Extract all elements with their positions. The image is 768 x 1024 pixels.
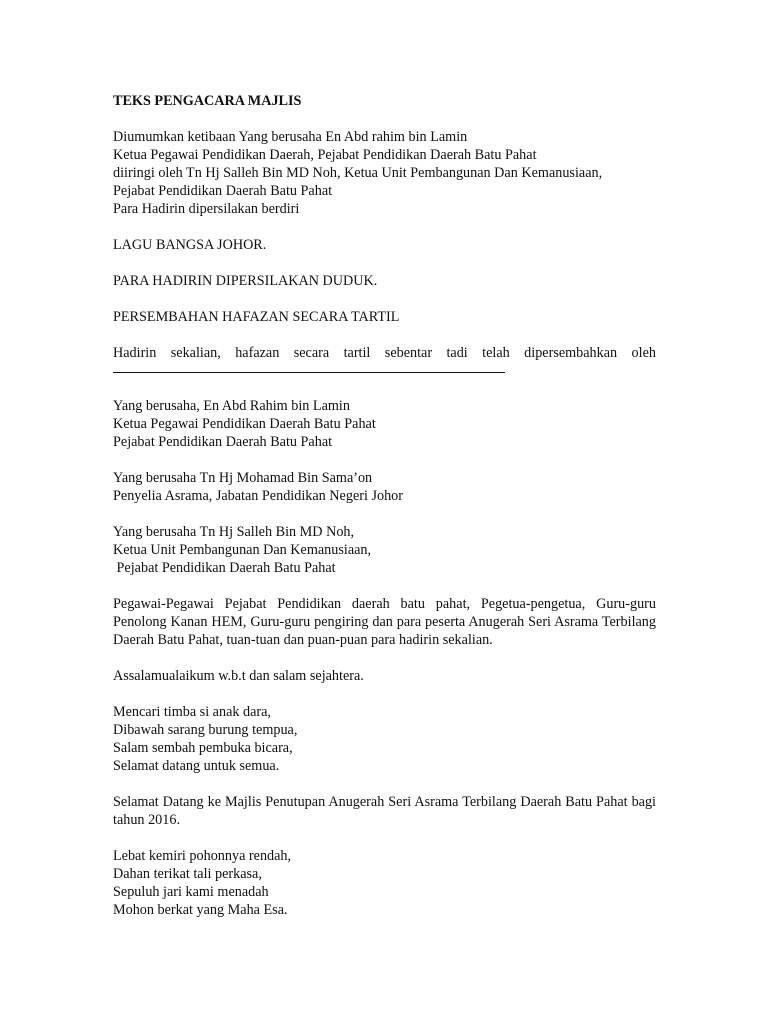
- guest-line: Yang berusaha, En Abd Rahim bin Lamin: [113, 398, 350, 414]
- hafazan-heading: PERSEMBAHAN HAFAZAN SECARA TARTIL: [113, 309, 400, 325]
- pantun-line: Salam sembah pembuka bicara,: [113, 740, 293, 756]
- pantun-line: Selamat datang untuk semua.: [113, 758, 280, 774]
- guest-line: Pejabat Pendidikan Daerah Batu Pahat: [113, 434, 333, 450]
- spacer: [113, 685, 656, 703]
- intro-block: [113, 128, 656, 218]
- salam-line: Assalamualaikum w.b.t dan salam sejahtera.: [113, 668, 364, 684]
- pantun-line: Sepuluh jari kami menadah: [113, 884, 269, 900]
- guest-block-1: [113, 397, 656, 451]
- spacer: [113, 218, 656, 236]
- spacer: [113, 829, 656, 847]
- intro-line: Ketua Pegawai Pendidikan Daerah, Pejabat Pendidikan Daerah Batu Pahat: [113, 147, 537, 163]
- fill-in-blank-line: [113, 362, 505, 373]
- pantun-1: [113, 703, 656, 775]
- guest-line: Pejabat Pendidikan Daerah Batu Pahat: [113, 560, 336, 576]
- spacer: [113, 381, 656, 397]
- audience-paragraph: Pegawai-Pegawai Pejabat Pendidikan daerah batu pahat, Pegetua-pengetua, Guru-guru Penolong Kanan HEM, Guru-guru pengiring dan para peserta Anugerah Seri Asrama Terbilang Daerah Batu Pahat, tuan-tuan dan puan-puan para hadirin sekalian.: [113, 596, 656, 648]
- guest-line: Yang berusaha Tn Hj Mohamad Bin Sama’on: [113, 470, 373, 486]
- pantun-line: Lebat kemiri pohonnya rendah,: [113, 848, 292, 864]
- hafazan-note: Hadirin sekalian, hafazan secara tartil sebentar tadi telah dipersembahkan oleh: [113, 345, 656, 361]
- guest-block-2: [113, 469, 656, 505]
- guest-line: Ketua Pegawai Pendidikan Daerah Batu Pahat: [113, 416, 376, 432]
- lagu-heading: LAGU BANGSA JOHOR.: [113, 237, 267, 253]
- pantun-line: Mencari timba si anak dara,: [113, 704, 271, 720]
- guest-block-3: [113, 523, 656, 577]
- pantun-line: Dahan terikat tali perkasa,: [113, 866, 262, 882]
- spacer: [113, 110, 656, 128]
- spacer: [113, 775, 656, 793]
- welcome-paragraph: Selamat Datang ke Majlis Penutupan Anugerah Seri Asrama Terbilang Daerah Batu Pahat bagi tahun 2016.: [113, 794, 656, 828]
- spacer: [113, 505, 656, 523]
- spacer: [113, 577, 656, 595]
- spacer: [113, 254, 656, 272]
- spacer: [113, 326, 656, 344]
- document-page: [113, 92, 656, 919]
- document-title: TEKS PENGACARA MAJLIS: [113, 93, 302, 109]
- spacer: [113, 649, 656, 667]
- intro-line: Diumumkan ketibaan Yang berusaha En Abd rahim bin Lamin: [113, 129, 468, 145]
- intro-line: Para Hadirin dipersilakan berdiri: [113, 201, 300, 217]
- pantun-line: Mohon berkat yang Maha Esa.: [113, 902, 288, 918]
- guest-line: Ketua Unit Pembangunan Dan Kemanusiaan,: [113, 542, 372, 558]
- spacer: [113, 290, 656, 308]
- intro-line: diiringi oleh Tn Hj Salleh Bin MD Noh, Ketua Unit Pembangunan Dan Kemanusiaan,: [113, 165, 603, 181]
- spacer: [113, 451, 656, 469]
- duduk-heading: PARA HADIRIN DIPERSILAKAN DUDUK.: [113, 273, 378, 289]
- pantun-line: Dibawah sarang burung tempua,: [113, 722, 298, 738]
- guest-line: Yang berusaha Tn Hj Salleh Bin MD Noh,: [113, 524, 355, 540]
- guest-line: Penyelia Asrama, Jabatan Pendidikan Negeri Johor: [113, 488, 403, 504]
- pantun-2: [113, 847, 656, 919]
- intro-line: Pejabat Pendidikan Daerah Batu Pahat: [113, 183, 333, 199]
